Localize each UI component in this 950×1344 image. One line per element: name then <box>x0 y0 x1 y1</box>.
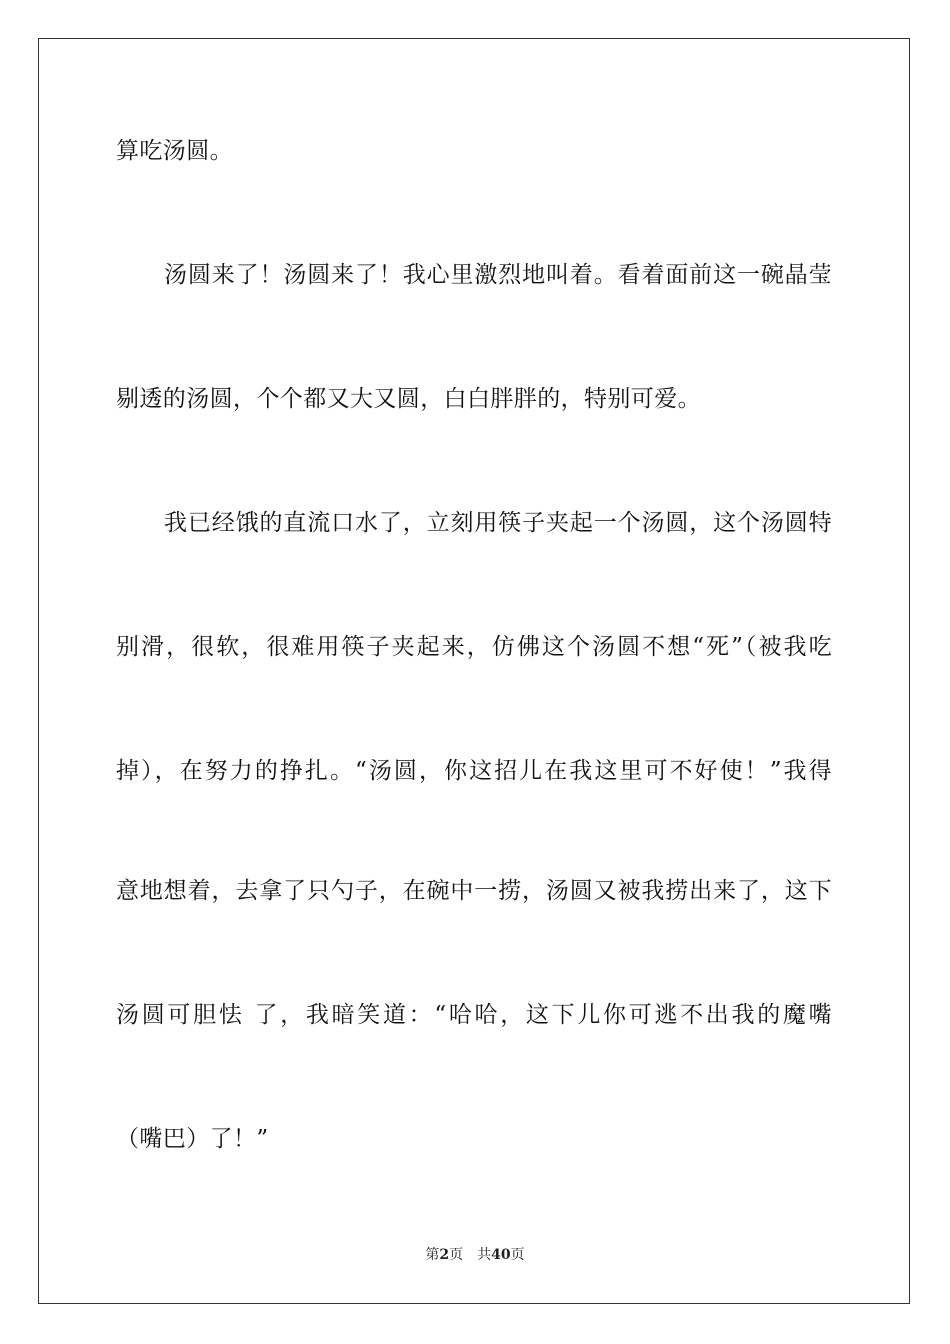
total-prefix: 共 <box>477 1247 492 1263</box>
total-suffix: 页 <box>510 1247 525 1263</box>
page-suffix: 页 <box>449 1247 464 1263</box>
page-border <box>38 38 910 1304</box>
text-line-9: （嘴巴）了！” <box>116 1126 269 1152</box>
text-line-1: 算吃汤圆。 <box>116 138 233 164</box>
page-footer <box>0 1246 950 1264</box>
text-line-5: 别滑，很软，很难用筷子夹起来，仿佛这个汤圆不想“死”（被我吃 <box>116 634 832 660</box>
total-pages: 40 <box>491 1247 511 1263</box>
text-line-3: 剔透的汤圆，个个都又大又圆，白白胖胖的，特别可爱。 <box>116 386 701 412</box>
page-number: 2 <box>439 1247 450 1263</box>
page-prefix: 第 <box>425 1247 440 1263</box>
text-line-8: 汤圆可胆怯 了，我暗笑道：“哈哈，这下儿你可逃不出我的魔嘴 <box>116 1002 832 1028</box>
text-line-6: 掉），在努力的挣扎。“汤圆，你这招儿在我这里可不好使！”我得 <box>116 758 832 784</box>
text-line-4: 我已经饿的直流口水了，立刻用筷子夹起一个汤圆，这个汤圆特 <box>164 510 832 536</box>
text-line-7: 意地想着，去拿了只勺子，在碗中一捞，汤圆又被我捞出来了，这下 <box>116 878 832 904</box>
text-line-2: 汤圆来了！汤圆来了！我心里激烈地叫着。看着面前这一碗晶莹 <box>164 262 832 288</box>
